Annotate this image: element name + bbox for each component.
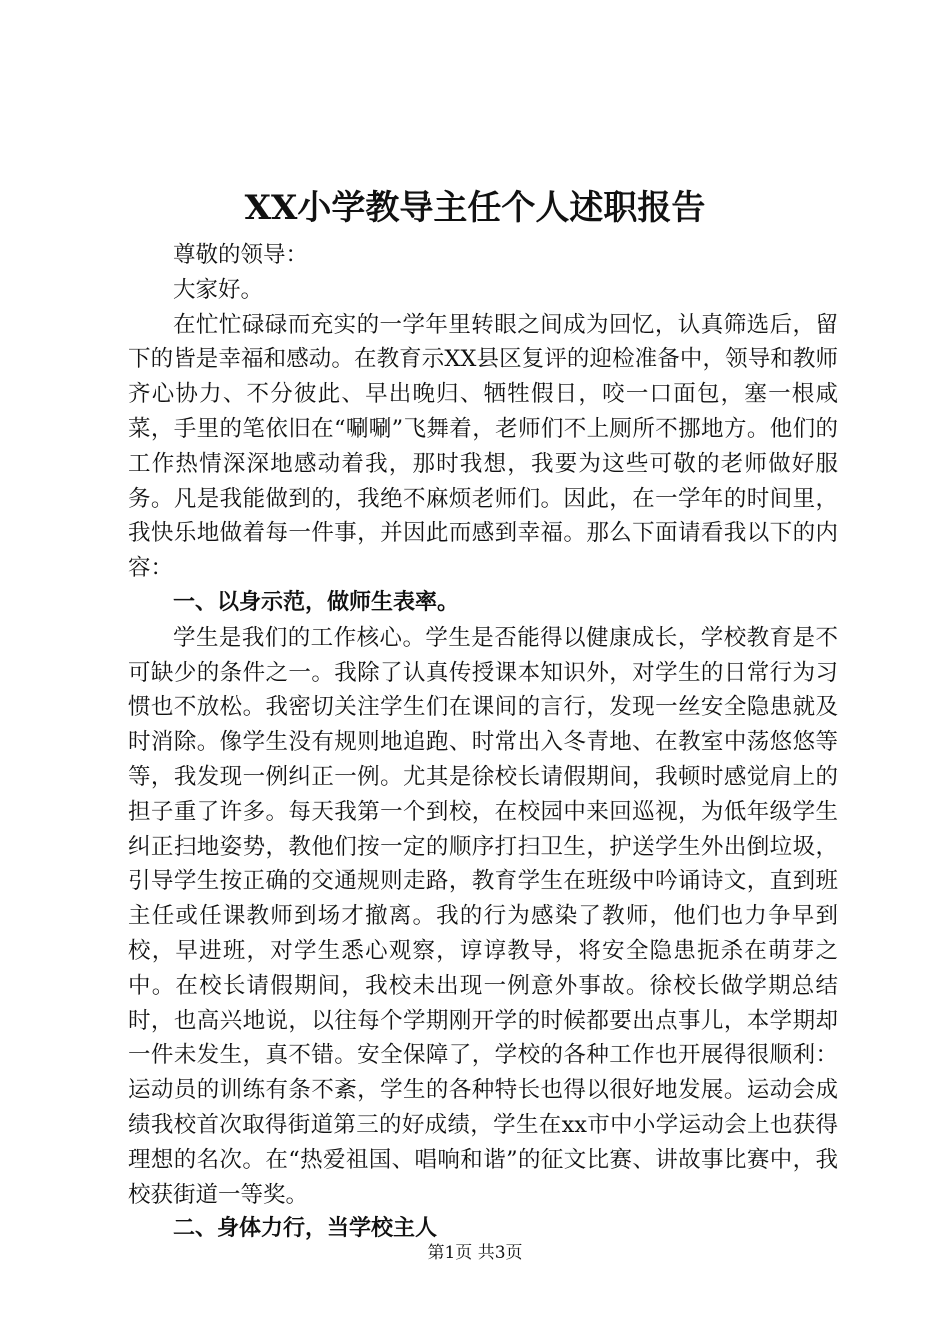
salutation: 大家好。 (173, 276, 264, 303)
page-number-footer: 第1页 共3页 (427, 1243, 523, 1263)
intro-paragraph: 在忙忙碌碌而充实的一学年里转眼之间成为回忆，认真筛选后，留下的皆是幸福和感动。在教育示XX县区复评的迎检准备中，领导和教师齐心协力、不分彼此、早出晚归、牺牲假日，咬一口面包，塞一根咸菜，手里的笔依旧在“唰唰”飞舞着，老师们不上厕所不挪地方。他们的工作热情深深地感动着我，那时我想，我要为这些可敬的老师做好服务。凡是我能做到的，我绝不麻烦老师们。因此，在一学年的时间里，我快乐地做着每一件事，并因此而感到幸福。那么下面请看我以下的内容： (128, 311, 838, 582)
section-2-heading: 二、身体力行，当学校主人 (173, 1216, 438, 1242)
document-body (128, 238, 838, 1247)
section-1-paragraph: 学生是我们的工作核心。学生是否能得以健康成长，学校教育是不可缺少的条件之一。我除了认真传授课本知识外，对学生的日常行为习惯也不放松。我密切关注学生们在课间的言行，发现一丝安全隐患就及时消除。像学生没有规则地追跑、时常出入冬青地、在教室中荡悠悠等等，我发现一例纠正一例。尤其是徐校长请假期间，我顿时感觉肩上的担子重了许多。每天我第一个到校，在校园中来回巡视，为低年级学生纠正扫地姿势，教他们按一定的顺序打扫卫生，护送学生外出倒垃圾，引导学生按正确的交通规则走路，教育学生在班级中吟诵诗文，直到班主任或任课教师到场才撤离。我的行为感染了教师，他们也力争早到校，早进班，对学生悉心观察，谆谆教导，将安全隐患扼杀在萌芽之中。在校长请假期间，我校未出现一例意外事故。徐校长做学期总结时，也高兴地说，以往每个学期刚开学的时候都要出点事儿，本学期却一件未发生，真不错。安全保障了，学校的各种工作也开展得很顺利：运动员的训练有条不紊，学生的各种特长也得以很好地发展。运动会成绩我校首次取得街道第三的好成绩，学生在xx市中小学运动会上也获得理想的名次。在“热爱祖国、唱响和谐”的征文比赛、讲故事比赛中，我校获街道一等奖。 (128, 624, 838, 1208)
greeting: 尊敬的领导： (173, 242, 309, 268)
section-1-heading: 一、以身示范，做师生表率。 (173, 589, 460, 615)
document-title: XX小学教导主任个人述职报告 (244, 188, 706, 228)
